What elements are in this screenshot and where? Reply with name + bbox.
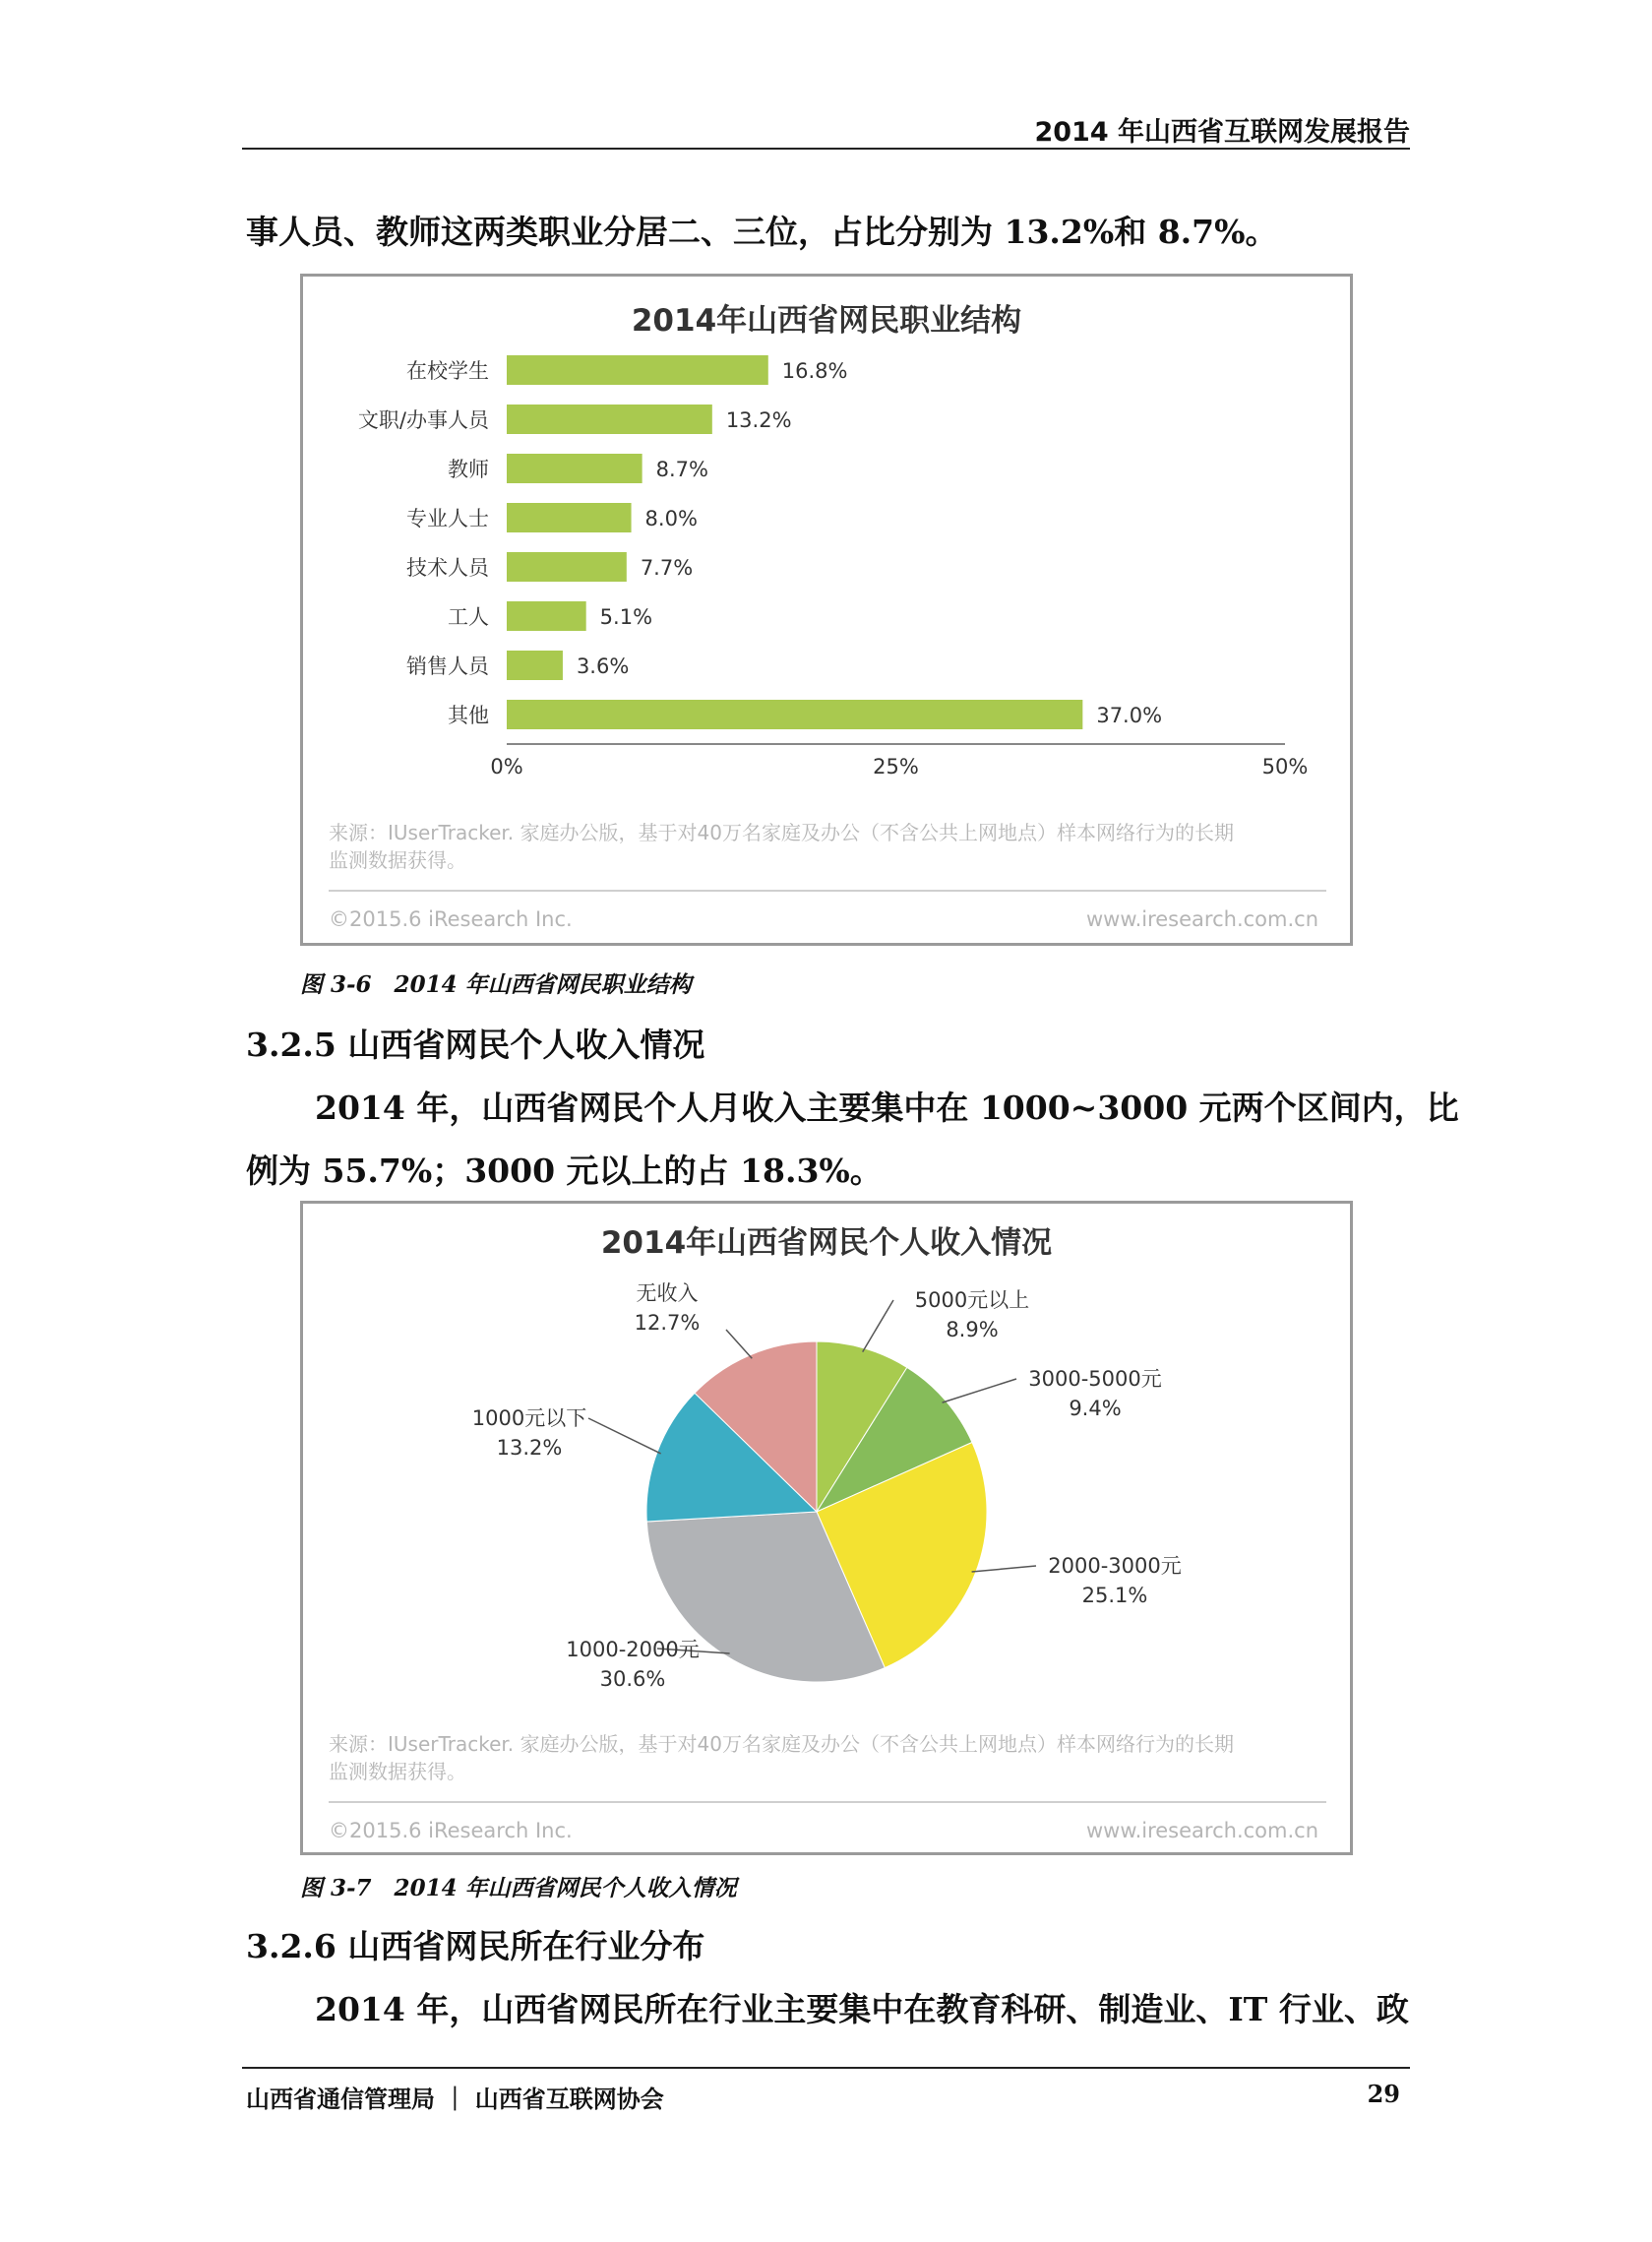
slice-value-label: 9.4% <box>1069 1397 1122 1420</box>
bar <box>507 552 627 582</box>
section-heading-3-2-5: 3.2.5 山西省网民个人收入情况 <box>246 1026 705 1064</box>
income-pie-chart <box>303 1204 1350 1852</box>
x-tick-label: 0% <box>490 755 523 778</box>
footer-rule <box>242 2067 1410 2069</box>
slice-value-label: 30.6% <box>599 1667 666 1691</box>
bar-value-label: 5.1% <box>599 605 653 629</box>
slice-value-label: 12.7% <box>634 1311 701 1335</box>
website-text: www.iresearch.com.cn <box>1085 907 1318 931</box>
source-note-line2: 监测数据获得。 <box>329 848 466 872</box>
chart-title: 2014年山西省网民职业结构 <box>631 303 1022 339</box>
chart-title: 2014年山西省网民个人收入情况 <box>600 1225 1053 1261</box>
category-label: 文职/办事人员 <box>357 408 489 432</box>
occupation-bar-chart <box>303 277 1350 943</box>
category-label: 技术人员 <box>406 556 489 580</box>
website-text: www.iresearch.com.cn <box>1085 1819 1318 1842</box>
slice-leader-line <box>972 1566 1036 1572</box>
slice-name-label: 1000元以下 <box>471 1406 587 1430</box>
x-tick-label: 50% <box>1261 755 1309 778</box>
paragraph-income-line1: 2014 年，山西省网民个人月收入主要集中在 1000~3000 元两个区间内，比 <box>315 1089 1459 1127</box>
copyright-text: ©2015.6 iResearch Inc. <box>329 907 573 931</box>
category-label: 其他 <box>448 704 489 727</box>
footer-organizations: 山西省通信管理局 ｜ 山西省互联网协会 <box>246 2086 664 2113</box>
slice-leader-line <box>943 1379 1016 1402</box>
bar <box>507 355 768 385</box>
slice-name-label: 3000-5000元 <box>1028 1367 1162 1391</box>
slice-leader-line <box>863 1300 893 1352</box>
page-number: 29 <box>1367 2080 1400 2108</box>
section-heading-3-2-6: 3.2.6 山西省网民所在行业分布 <box>246 1927 705 1965</box>
bar-value-label: 8.7% <box>655 458 708 481</box>
paragraph-income-line2: 例为 55.7%；3000 元以上的占 18.3%。 <box>246 1152 883 1190</box>
bar <box>507 503 632 532</box>
paragraph-occupation-summary: 事人员、教师这两类职业分居二、三位，占比分别为 13.2%和 8.7%。 <box>246 213 1278 251</box>
slice-value-label: 8.9% <box>946 1318 999 1341</box>
category-label: 工人 <box>448 605 489 629</box>
category-label: 在校学生 <box>406 359 489 383</box>
x-tick-label: 25% <box>873 755 919 778</box>
bar-value-label: 16.8% <box>781 359 848 383</box>
figure-occupation-chart <box>300 274 1353 946</box>
source-note-line1: 来源：IUserTracker. 家庭办公版，基于对40万名家庭及办公（不含公共上网地点）样本网络行为的长期 <box>329 821 1234 844</box>
figure-3-6-caption: 图 3-6 2014 年山西省网民职业结构 <box>300 971 692 998</box>
slice-name-label: 5000元以上 <box>914 1288 1030 1312</box>
bar-value-label: 7.7% <box>640 556 694 580</box>
bar <box>507 651 563 680</box>
bar <box>507 700 1082 729</box>
header-rule <box>242 148 1410 150</box>
slice-name-label: 2000-3000元 <box>1048 1554 1182 1578</box>
slice-name-label: 无收入 <box>636 1281 699 1305</box>
category-label: 教师 <box>448 458 489 481</box>
bar-value-label: 8.0% <box>644 507 698 530</box>
category-label: 销售人员 <box>406 654 489 678</box>
slice-leader-line <box>726 1330 752 1358</box>
running-header: 2014 年山西省互联网发展报告 <box>1034 117 1410 148</box>
figure-3-7-caption: 图 3-7 2014 年山西省网民个人收入情况 <box>300 1875 737 1901</box>
slice-value-label: 25.1% <box>1081 1584 1148 1607</box>
copyright-text: ©2015.6 iResearch Inc. <box>329 1819 573 1842</box>
bar-value-label: 3.6% <box>576 654 630 678</box>
bar <box>507 601 586 631</box>
source-note-line1: 来源：IUserTracker. 家庭办公版，基于对40万名家庭及办公（不含公共上网地点）样本网络行为的长期 <box>329 1732 1234 1756</box>
slice-leader-line <box>588 1418 661 1454</box>
bar <box>507 405 712 434</box>
paragraph-industry-line1: 2014 年，山西省网民所在行业主要集中在教育科研、制造业、IT 行业、政 <box>315 1990 1409 2028</box>
bar-value-label: 37.0% <box>1096 704 1163 727</box>
figure-income-chart <box>300 1201 1353 1855</box>
category-label: 专业人士 <box>406 507 489 530</box>
bar-value-label: 13.2% <box>725 408 792 432</box>
slice-name-label: 1000-2000元 <box>566 1638 700 1661</box>
bar <box>507 454 642 483</box>
source-note-line2: 监测数据获得。 <box>329 1760 466 1783</box>
slice-value-label: 13.2% <box>496 1436 563 1460</box>
